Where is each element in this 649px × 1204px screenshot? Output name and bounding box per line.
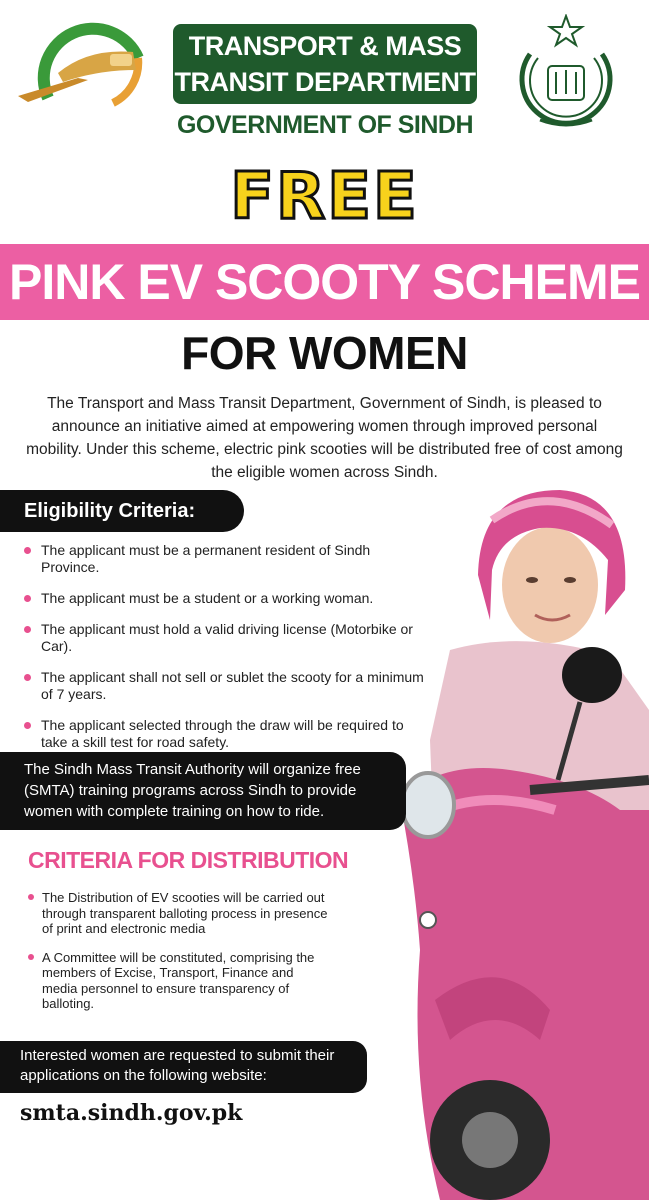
sindh-government-emblem xyxy=(510,14,622,142)
list-item: The Distribution of EV scooties will be carried out through transparent balloting process in presence of print and electronic media xyxy=(28,890,328,937)
government-title: GOVERNMENT OF SINDH xyxy=(176,111,474,139)
list-item: The applicant must be a student or a working woman. xyxy=(24,590,424,607)
transport-department-logo xyxy=(18,18,148,116)
distribution-title: CRITERIA FOR DISTRIBUTION xyxy=(28,847,349,873)
training-note: The Sindh Mass Transit Authority will organize free (SMTA) training programs across Sindh to provide women with complete training on how to ride. xyxy=(0,752,406,830)
intro-paragraph: The Transport and Mass Transit Department, Government of Sindh, is pleased to announce an initiative aimed at empowering women through improved personal mobility. Under this scheme, electric pink scooties will be distributed free of cost among the eligible women across Sindh. xyxy=(26,395,623,481)
call-to-action: Interested women are requested to submit their applications on the following website: xyxy=(0,1041,367,1093)
list-item: The applicant shall not sell or sublet the scooty for a minimum of 7 years. xyxy=(24,669,424,703)
department-line-2: TRANSIT DEPARTMENT xyxy=(174,67,476,97)
list-item: The applicant must be a permanent resident of Sindh Province. xyxy=(24,542,424,576)
audience-headline: FOR WOMEN xyxy=(181,327,468,379)
list-item: A Committee will be constituted, comprising the members of Excise, Transport, Finance and media personnel to ensure transparency of balloting. xyxy=(28,950,328,1012)
eligibility-list xyxy=(24,542,424,765)
website-link[interactable]: smta.sindh.gov.pk xyxy=(20,1100,243,1126)
free-headline: FREE xyxy=(230,160,419,234)
list-item: The applicant selected through the draw will be required to take a skill test for road safety. xyxy=(24,717,424,751)
department-header xyxy=(173,24,477,104)
distribution-list xyxy=(28,890,328,1025)
department-line-1: TRANSPORT & MASS xyxy=(188,31,462,61)
eligibility-title: Eligibility Criteria: xyxy=(0,490,244,532)
scheme-title-banner: PINK EV SCOOTY SCHEME xyxy=(0,244,649,320)
list-item: The applicant must hold a valid driving license (Motorbike or Car). xyxy=(24,621,424,655)
